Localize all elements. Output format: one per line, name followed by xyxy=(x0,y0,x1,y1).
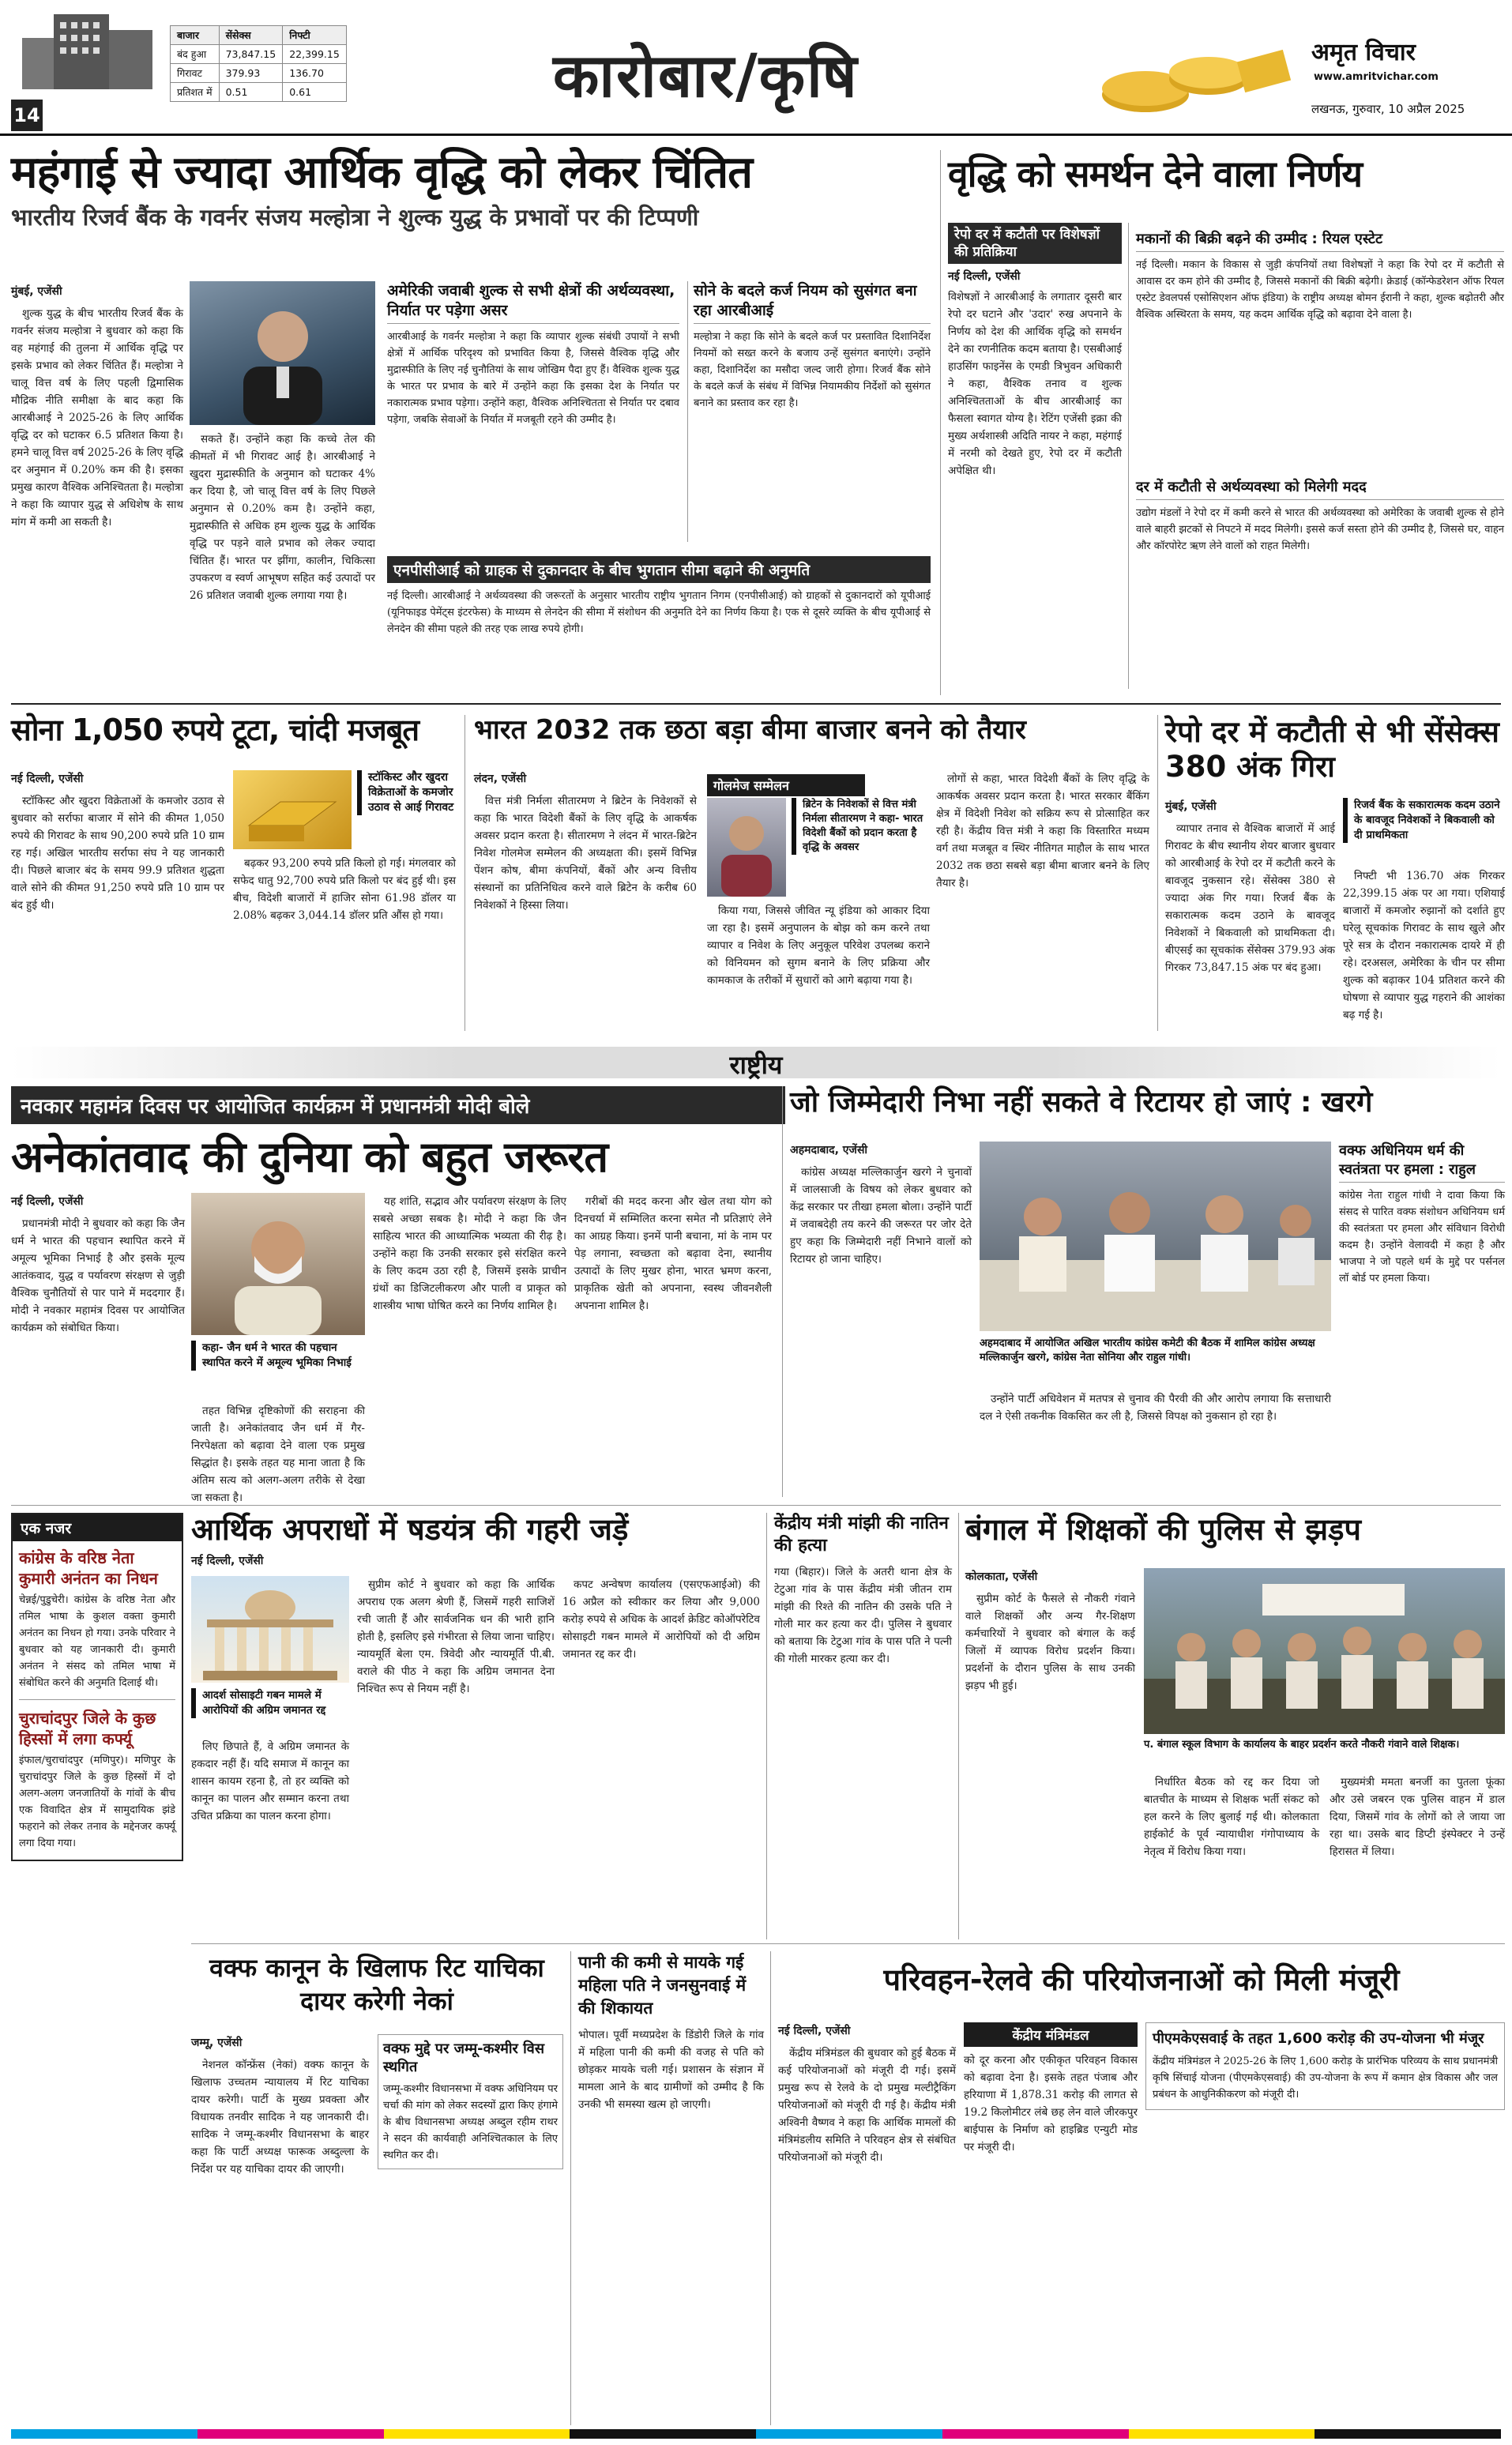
modi-text3: यह शांति, सद्भाव और पर्यावरण संरक्षण के लिए सबसे अच्छा सबक है। मोदी ने कहा कि जैन साहित्य भारत की आध्यात्मिक भव्यता की रीढ़ है। उन्होंने कहा कि उनकी सरकार इसे संरक्षित करने के लिए कदम उठा रही है, जिसमें इसके प्राचीन ग्रंथों का डिजिटलीकरण और पाली व प्राकृत को शास्त्रीय भाषा घोषित करने का निर्णय शामिल है। xyxy=(373,1195,566,1312)
story3-dateline: नई दिल्ली, एजेंसी xyxy=(11,773,84,785)
meeting-photo-icon xyxy=(980,1142,1331,1331)
story4-text3: लोगों से कहा, भारत विदेशी बैंकों के लिए वृद्धि के आकर्षक अवसर प्रदान करता है। भारत सरकार बैंकिंग क्षेत्र में विदेशी निवेश को सक्रिय रूप से प्रोत्साहित कर रही है। केंद्रीय वित्त मंत्री ने कहा कि विस्तारित मध्यम वर्ग तथा मजबूत व स्थिर नीतिगत माहौल के साथ भारत 2032 तक छठा सबसे बड़ा बीमा बाजार बनने के लिए तैयार है। xyxy=(936,773,1149,890)
section-rule xyxy=(191,1943,1505,1944)
strip-text: नई दिल्ली। आरबीआई ने अर्थव्यवस्था की जरूरतों के अनुसार भारतीय राष्ट्रीय भुगतान निगम (एनपीसीआई) को ग्राहकों से दुकानदारों को यूपीआई (यूनिफाइड पेमेंट्स इंटरफेस) के माध्यम से लेनदेन की सीमा में संशोधन की अनुमति देने का निर्णय किया है। एक से दूसरे व्यक्ति के बीच यूपीआई से लेनदेन की सीमा पहले की तरह एक लाख रुपये होगी। xyxy=(387,590,931,635)
nc-box xyxy=(378,2034,563,2169)
nc-box-title: वक्फ मुद्दे पर जम्मू-कश्मीर विस स्थगित xyxy=(383,2041,544,2075)
sc-text: सुप्रीम कोर्ट ने बुधवार को कहा कि आर्थिक अपराध एक अलग श्रेणी हैं, जिसमें गहरी साजिशें रची जाती हैं और सार्वजनिक धन की भारी हानि होती है, इसलिए इसे गंभीरता से लिया जाना चाहिए। न्यायमूर्ति बेला एम. त्रिवेदी और न्यायमूर्ति पी.बी. वराले की पीठ ने कहा कि अग्रिम जमानत देना निश्चित रूप से नियम नहीं है। xyxy=(357,1578,555,1695)
market-cell: 22,399.15 xyxy=(283,45,347,64)
story4-text2: किया गया, जिससे जीवित न्यू इंडिया को आकार दिया जा रहा है। इसमें अनुपालन के बोझ को कम करने तथा व्यापार व निवेश के लिए अनुकूल परिवेश उपलब्ध कराने को विनियमन को सुगम बनाने के लिए प्रक्रिया और कामकाज के तरीकों में सुधारों को आगे बढ़ाया गया है। xyxy=(707,905,930,987)
section-rule xyxy=(11,703,1501,705)
story5-text2: निफ्टी भी 136.70 अंक गिरकर 22,399.15 अंक पर आ गया। एशियाई बाजारों में कमजोर रुझानों को दर्शाते हुए घरेलू सूचकांक गिरावट के साथ खुले और पूरे सत्र के दौरान नकारात्मक दायरे में ही रहे। दरअसल, अमेरिका के चीन पर सीमा शुल्क को बढ़ाकर 104 प्रतिशत करने की घोषणा से व्यापार युद्ध गहराने की आशंका बढ़ गई है। xyxy=(1343,870,1505,1021)
kharge-headline: जो जिम्मेदारी निभा नहीं सकते वे रिटायर हो जाएं : खरगे xyxy=(790,1086,1373,1119)
story4-text: वित्त मंत्री निर्मला सीतारमण ने ब्रिटेन के निवेशकों से कहा कि भारत विदेशी बैंकों के लिए वृद्धि के आकर्षक अवसर प्रदान करता है। सीतारमण ने लंदन में भारत-ब्रिटेन निवेश गोलमेज सम्मेलन की अध्यक्षता की। इसमें विभिन्न पेंशन कोष, बीमा कंपनियों, बैंकों और अन्य वित्तीय संस्थानों का प्रतिनिधित्व करने वाले ब्रिटेन के करीब 60 निवेशकों ने हिस्सा लिया। xyxy=(474,795,697,912)
bengal-col2 xyxy=(1144,1774,1319,1864)
manjhi-story xyxy=(774,1513,952,1668)
story5-dateline: मुंबई, एजेंसी xyxy=(1165,800,1217,813)
story4-tag: गोलमेज सम्मेलन xyxy=(707,774,865,796)
eknazar-item1-title: कांग्रेस के वरिष्ठ नेता कुमारी अनंतन का निधन xyxy=(19,1548,158,1588)
market-col-header: निफ्टी xyxy=(283,26,347,45)
story3-text: स्टॉकिस्ट और खुदरा विक्रेताओं के कमजोर उठाव से बुधवार को सर्राफा बाजार में सोने की कीमत 1,050 रुपये की गिरावट के साथ 90,200 रुपये प्रति 10 ग्राम रह गई। अखिल भारतीय सर्राफा संघ ने यह जानकारी दी। पिछले बाजार बंद के समय 99.9 प्रतिशत शुद्धता वाले सोने की कीमत 91,250 रुपये प्रति 10 ग्राम पर बंद हुई थी। xyxy=(11,795,224,912)
kharge-caption: अहमदाबाद में आयोजित अखिल भारतीय कांग्रेस कमेटी की बैठक में शामिल कांग्रेस अध्यक्ष मल्लिकार्जुन खरगे, कांग्रेस नेता सोनिया और राहुल गांधी। xyxy=(980,1337,1315,1364)
cabinet-col1 xyxy=(778,2022,956,2169)
eknazar-label: एक नजर xyxy=(13,1514,182,1541)
cabinet-dateline: नई दिल्ली, एजेंसी xyxy=(778,2025,851,2037)
story5-bullet: रिजर्व बैंक के सकारात्मक कदम उठाने के बावजूद निवेशकों ने बिकवाली को दी प्राथमिकता xyxy=(1343,798,1505,843)
divider xyxy=(940,150,941,695)
modi-text2: तहत विभिन्न दृष्टिकोणों की सराहना की जाती है। अनेकांतवाद जैन धर्म में गैर-निरपेक्षता को बढ़ावा देने वाला एक प्रमुख सिद्धांत है। इसके तहत यह माना जाता है कि अंतिम सत्य को अलग-अलग तरीके से देखा जा सकता है। xyxy=(191,1405,365,1504)
story2-subhead: रेपो दर में कटौती पर विशेषज्ञों की प्रतिक्रिया xyxy=(948,223,1122,264)
pmksy-text: केंद्रीय मंत्रिमंडल ने 2025-26 के लिए 1,600 करोड़ के प्रारंभिक परिव्यय के साथ प्रधानमंत्री कृषि सिंचाई योजना (पीएमकेएसवाई) की उप-योजना के रूप में कमान क्षेत्र विकास और जल प्रबंधन के आधुनिकीकरण को मंजूरी दी। xyxy=(1153,2056,1498,2101)
story2 xyxy=(948,152,1501,195)
bengal-photo xyxy=(1144,1568,1505,1734)
modi-caption: कहा- जैन धर्म ने भारत की पहचान स्थापित करने में अमूल्य भूमिका निभाई xyxy=(191,1341,365,1371)
divider xyxy=(1128,223,1129,689)
modi-col4 xyxy=(574,1193,772,1318)
box1-title: अमेरिकी जवाबी शुल्क से सभी क्षेत्रों की अर्थव्यवस्था, निर्यात पर पड़ेगा असर xyxy=(387,281,679,324)
issue-date: लखनऊ, गुरुवार, 10 अप्रैल 2025 xyxy=(1311,102,1465,116)
story3 xyxy=(11,715,453,747)
story5-col1 xyxy=(1165,798,1335,980)
gold-bar-icon xyxy=(233,770,352,849)
modi-dateline: नई दिल्ली, एजेंसी xyxy=(11,1195,84,1208)
eknazar-item1-text: चेन्नई/पुडुचेरी। कांग्रेस के वरिष्ठ नेता और तमिल भाषा के कुशल वक्ता कुमारी अनंतन का निधन हो गया। उनके परिवार ने बुधवार को यह जानकारी दी। कुमारी अनंतन ने संसद को तमिल भाषा में संबोधित करने की अनुमति दिलाई थी। xyxy=(19,1594,175,1689)
story2-box2 xyxy=(1136,477,1504,555)
story1-headline: महंगाई से ज्यादा आर्थिक वृद्धि को लेकर चिंतित xyxy=(11,147,753,198)
market-col-header: सेंसेक्स xyxy=(219,26,283,45)
market-cell: गिरावट xyxy=(171,64,220,83)
divider xyxy=(958,1513,959,1939)
story4-caption: ब्रिटेन के निवेशकों से वित्त मंत्री निर्मला सीतारमण ने कहा- भारत विदेशी बैंकों को प्रदान करता है वृद्धि के अवसर xyxy=(792,798,926,855)
story1-headline-block xyxy=(11,147,927,231)
bengal-col1 xyxy=(965,1568,1135,1698)
pmksy-box xyxy=(1145,2022,1505,2110)
story3-headline: सोना 1,050 रुपये टूटा, चांदी मजबूत xyxy=(11,713,419,747)
water-text: भोपाल। पूर्वी मध्यप्रदेश के डिंडोरी जिले के गांव में महिला पानी की कमी की वजह से पति को छोड़कर मायके चली गई। प्रशासन के संज्ञान में मामला आने के बाद ग्रामीणों को उम्मीद है कि उनकी भी समस्या खत्म हो जाएगी। xyxy=(578,2029,764,2111)
water-story xyxy=(578,1951,764,2113)
supreme-court-icon xyxy=(191,1576,349,1683)
bengal-headline: बंगाल में शिक्षकों की पुलिस से झड़प xyxy=(965,1512,1361,1547)
box2-text: मल्होत्रा ने कहा कि सोने के बदले कर्ज पर प्रस्तावित दिशानिर्देश नियमों को सख्त करने के बजाय उन्हें सुसंगत बनाएंगे। उन्होंने कहा, दिशानिर्देश का मसौदा जल्द जारी होगा। रिजर्व बैंक सोने के बदले कर्ज के संबंध में विभिन्न नियामकीय निर्देशों को सुसंगत बनाने का प्रस्ताव कर रहा है। xyxy=(694,331,931,409)
rate-cut-title: दर में कटौती से अर्थव्यवस्था को मिलेगी मदद xyxy=(1136,477,1504,500)
manjhi-headline: केंद्रीय मंत्री मांझी की नातिन की हत्या xyxy=(774,1514,949,1555)
cabinet-col2 xyxy=(964,2022,1138,2156)
divider xyxy=(687,281,688,542)
sc-dateline-wrap xyxy=(191,1552,349,1574)
rahul-box xyxy=(1339,1142,1505,1287)
sc-text2: लिए छिपाते हैं, वे अग्रिम जमानत के हकदार नहीं हैं। यदि समाज में कानून का शासन कायम रहना है, तो हर व्यक्ति को कानून का पालन और सम्मान करना तथा उचित प्रक्रिया का पालन करना होगा। xyxy=(191,1740,349,1822)
kharge-text2: उन्होंने पार्टी अधिवेशन में मतपत्र से चुनाव की पैरवी की और आरोप लगाया कि सत्ताधारी दल ने ऐसी तकनीक विकसित कर ली है, जिससे विपक्ष को नुकसान हो रहा है। xyxy=(980,1393,1331,1423)
eknazar-item2-title: चुराचांदपुर जिले के कुछ हिस्सों में लगा कर्फ्यू xyxy=(19,1709,156,1748)
story1-strip xyxy=(387,556,931,638)
sc-story xyxy=(191,1513,760,1548)
sc-col1b xyxy=(191,1738,349,1828)
story4-photo xyxy=(707,798,786,897)
kharge-col2 xyxy=(980,1390,1331,1428)
modi-photo xyxy=(191,1193,365,1335)
eknazar-item2-text: इंफाल/चुराचांदपुर (मणिपुर)। मणिपुर के चुराचांदपुर जिले के कुछ हिस्सों में दो अलग-अलग जनजातियों के गांवों के बीच एक विवादित क्षेत्र में सामुदायिक झंडे फहराने को लेकर तनाव के मद्देनजर कर्फ्यू लगा दिया गया। xyxy=(19,1755,175,1849)
bengal-text: सुप्रीम कोर्ट के फैसले से नौकरी गंवाने वाले शिक्षकों और अन्य गैर-शिक्षण कर्मचारियों ने बुधवार को बंगाल के कई जिलों में व्यापक विरोध प्रदर्शन किया। प्रदर्शनों के दौरान पुलिस के साथ उनकी झड़प भी हुई। xyxy=(965,1593,1135,1692)
story4-col3 xyxy=(936,770,1149,895)
sc-col3 xyxy=(562,1576,760,1666)
story5-col2 xyxy=(1343,867,1505,1027)
section-title: कारोबार/कृषि xyxy=(553,40,859,111)
modi-col3 xyxy=(373,1193,566,1318)
brand-logo: अमृत विचार xyxy=(1311,39,1416,66)
bengal-text3: मुख्यमंत्री ममता बनर्जी का पुतला फूंका और उसे जबरन एक पुलिस वाहन में डाल दिया, जिसमें गांव के लोगों को ले जाया जा रहा था। उसके बाद डिप्टी इंस्पेक्टर ने उन्हें हिरासत में लिया। xyxy=(1330,1776,1505,1858)
market-cell: 136.70 xyxy=(283,64,347,83)
masthead xyxy=(0,0,1512,136)
story5-text: व्यापार तनाव से वैश्विक बाजारों में आई गिरावट के बीच स्थानीय शेयर बाजार बुधवार को आरबीआई के रेपो दर में कटौती करने के बावजूद नुकसान रहे। सेंसेक्स 380 से ज्यादा अंक गिर गया। रिजर्व बैंक के सकारात्मक कदम उठाने के बावजूद निवेशकों ने बिकवाली को प्राथमिकता दी। बीएसई का सूचकांक सेंसेक्स 379.93 अंक गिरकर 73,847.15 अंक पर बंद हुआ। xyxy=(1165,822,1335,974)
bengal-text2: निर्धारित बैठक को रद्द कर दिया जो बातचीत के माध्यम से शिक्षक भर्ती संकट को हल करने के लिए बुलाई गई थी। कोलकाता हाईकोर्ट के पूर्व न्यायाधीश गंगोपाध्याय के नेतृत्व में विरोध किया गया। xyxy=(1144,1776,1319,1858)
manjhi-text: गया (बिहार)। जिले के अतरी थाना क्षेत्र के टेटुआ गांव के पास केंद्रीय मंत्री जीतन राम मांझी की रिश्ते की नातिन की उसके पति ने गोली मार कर हत्या कर दी। पुलिस ने बुधवार को बताया कि टेटुआ गांव के पास पति ने पत्नी की गोली मारकर हत्या कर दी। xyxy=(774,1566,952,1665)
story1-box1 xyxy=(387,281,679,428)
gold-coins-icon xyxy=(1090,24,1296,126)
sc-headline: आर्थिक अपराधों में षडयंत्र की गहरी जड़ें xyxy=(191,1512,629,1547)
story3-text2: बढ़कर 93,200 रुपये प्रति किलो हो गई। मंगलवार को सफेद धातु 92,700 रुपये प्रति किलो पर बंद हुई थी। इस बीच, विदेशी बाजारों में हाजिर सोना 61.98 डॉलर या 2.08% बढ़कर 3,044.14 डॉलर प्रति औंस हो गया। xyxy=(233,857,456,922)
section-rule xyxy=(11,1505,1501,1506)
kharge-text: कांग्रेस अध्यक्ष मल्लिकार्जुन खरगे ने चुनावों में जालसाजी के विषय को लेकर बुधवार को केंद्र सरकार पर तीखा हमला बोला। उन्होंने पार्टी में जवाबदेही तय करने की जरूरत पर जोर देते हुए कहा कि जिम्मेदारी नहीं निभाने वालों को रिटायर हो जाना चाहिए। xyxy=(790,1166,972,1266)
modi-col2 xyxy=(191,1402,365,1510)
kharge-photo xyxy=(980,1142,1331,1331)
market-cell: 0.51 xyxy=(219,83,283,102)
box1-text: आरबीआई के गवर्नर मल्होत्रा ने कहा कि व्यापार शुल्क संबंधी उपायों ने सभी क्षेत्रों में आर्थिक परिदृश्य को प्रभावित किया है, जिससे वैश्विक वृद्धि और मुद्रास्फीति के लिए नई चुनौतियां के साथ जोखिम पैदा हुए हैं। वैश्विक शुल्क युद्ध के भारत पर प्रभाव के बारे में उन्होंने कहा कि इसका देश के निर्यात पर नकारात्मक प्रभाव पड़ेगा। उन्होंने कहा, वैश्विक अनिश्चितता से निर्यात पर दबाव पड़ेगा, जबकि सेवाओं के निर्यात में मजबूती रहने की उम्मीद है। xyxy=(387,331,679,426)
story1-box2 xyxy=(694,281,931,412)
divider xyxy=(1157,715,1158,1031)
nc-headline: वक्फ कानून के खिलाफ रिट याचिका दायर करेगी नेकां xyxy=(209,1953,544,2016)
bengal-col3 xyxy=(1330,1774,1505,1864)
person-portrait-icon xyxy=(191,1193,365,1335)
bse-building-icon xyxy=(6,6,164,93)
modi-text: प्रधानमंत्री मोदी ने बुधवार को कहा कि जैन धर्म ने भारत की पहचान स्थापित करने में अमूल्य भूमिका निभाई है और इसके मूल्य आतंकवाद, युद्ध व पर्यावरण संरक्षण से जुड़ी वैश्विक चुनौतियों से पार पाने में मददगार हैं। मोदी ने नवकार महामंत्र दिवस पर आयोजित कार्यक्रम को संबोधित किया। xyxy=(11,1217,185,1334)
bengal-dateline: कोलकाता, एजेंसी xyxy=(965,1570,1038,1583)
story1-text2: सकते हैं। उन्होंने कहा कि कच्चे तेल की कीमतों में भी गिरावट आई है। आरबीआई ने खुदरा मुद्रास्फीति के अनुमान को घटाकर 4% कर दिया है, जो चालू वित्त वर्ष के लिए पिछले अनुमान से 0.20% कम है। उन्होंने कहा, मुद्रास्फीति से अधिक हम शुल्क युद्ध के आर्थिक वृद्धि पर पड़ने वाले प्रभाव को लेकर ज्यादा चिंतित हैं। भारत पर झींगा, कालीन, चिकित्सा उपकरण व स्वर्ण आभूषण सहित कई उत्पादों पर 26 प्रतिशत जवाबी शुल्क लगाया गया है। xyxy=(190,433,375,602)
modi-headline: अनेकांतवाद की दुनिया को बहुत जरूरत xyxy=(11,1132,608,1182)
sc-col2 xyxy=(357,1576,555,1701)
person-portrait-icon xyxy=(707,798,786,897)
story1-dateline: मुंबई, एजेंसी xyxy=(11,285,62,298)
kharge-col1 xyxy=(790,1142,972,1271)
story5 xyxy=(1165,715,1505,784)
story3-box-title: स्टॉकिस्ट और खुदरा विक्रेताओं के कमजोर उठाव से आई गिरावट xyxy=(357,770,456,815)
market-cell: 379.93 xyxy=(219,64,283,83)
bengal-story xyxy=(965,1513,1505,1548)
cabinet-text2: को दूर करना और एकीकृत परिवहन विकास को बढ़ावा देना है। इसके तहत पंजाब और हरियाणा में 1,878.31 करोड़ की लागत से 19.2 किलोमीटर लंबे छह लेन वाले जीरकपुर बाईपास के निर्माण को हाइब्रिड एन्युटी मोड पर मंजूरी दी। xyxy=(964,2054,1138,2153)
kharge-dateline: अहमदाबाद, एजेंसी xyxy=(790,1144,868,1157)
story2-box1 xyxy=(1136,229,1504,323)
box2-title: सोने के बदले कर्ज नियम को सुसंगत बना रहा आरबीआई xyxy=(694,281,931,324)
modi-kicker: नवकार महामंत्र दिवस पर आयोजित कार्यक्रम में प्रधानमंत्री मोदी बोले xyxy=(11,1086,785,1124)
national-label: राष्ट्रीय xyxy=(729,1050,783,1080)
sc-caption: आदर्श सोसाइटी गबन मामले में आरोपियों की अग्रिम जमानत रद्द xyxy=(191,1688,349,1718)
rahul-text: कांग्रेस नेता राहुल गांधी ने दावा किया कि संसद से पारित वक्फ संशोधन अधिनियम धर्म की स्वतंत्रता पर हमला और संविधान विरोधी कदम है। उन्होंने वेलावदी में कहा है और भाजपा ने जो पहले धर्म के मुद्दे पर पर्सनल लॉ बोर्ड पर हमला किया। xyxy=(1339,1190,1505,1285)
page-number: 14 xyxy=(11,100,43,131)
market-cell: प्रतिशत में xyxy=(171,83,220,102)
market-row xyxy=(171,45,347,64)
nc-box-text: जम्मू-कश्मीर विधानसभा में वक्फ अधिनियम पर चर्चा की मांग को लेकर सदस्यों द्वारा किए हंगामे के बीच विधानसभा अध्यक्ष अब्दुल रहीम राथर ने सदन की कार्यवाही अनिश्चितकाल के लिए स्थगित कर दी। xyxy=(383,2083,558,2161)
story4-dateline: लंदन, एजेंसी xyxy=(474,773,527,785)
modi-col1 xyxy=(11,1193,185,1340)
eknazar-box xyxy=(11,1513,183,1861)
nc-dateline: जम्मू, एजेंसी xyxy=(191,2037,243,2049)
market-cell: बंद हुआ xyxy=(171,45,220,64)
brand-url[interactable]: www.amritvichar.com xyxy=(1314,71,1439,83)
divider xyxy=(782,1086,783,1497)
strip-title: एनपीसीआई को ग्राहक से दुकानदार के बीच भुगतान सीमा बढ़ाने की अनुमति xyxy=(387,556,931,583)
cabinet-headline: परिवहन-रेलवे की परियोजनाओं को मिली मंजूरी xyxy=(883,1962,1400,1997)
divider xyxy=(766,1513,767,1939)
sc-text3: कपट अन्वेषण कार्यालय (एसएफआईओ) की 16 अप्रैल को स्वीकार कर लिया और 9,000 करोड़ रुपये से अधिक के आदर्श क्रेडिट कोऑपरेटिव सोसाइटी गबन मामले में आरोपियों को दी अग्रिम जमानत रद्द कर दी। xyxy=(562,1578,760,1661)
story5-headline: रेपो दर में कटौती से भी सेंसेक्स 380 अंक गिरा xyxy=(1165,715,1499,784)
story1-text: शुल्क युद्ध के बीच भारतीय रिजर्व बैंक के गवर्नर संजय मल्होत्रा ने बुधवार को कहा कि वह महंगाई की तुलना में आर्थिक वृद्धि पर इसके प्रभाव को लेकर चिंतित हैं। मल्होत्रा ने चालू वित्त वर्ष के लिए पहली द्विमासिक मौद्रिक नीति समीक्षा के बाद कहा कि आरबीआई ने 2025-26 के लिए आर्थिक वृद्धि दर को घटाकर 6.5 प्रतिशत किया है। हमने चालू वित्त वर्ष 2025-26 के लिए वृद्धि दर अनुमान में 0.20% कम की है। इसका प्रमुख कारण वैश्विक अनिश्चितता है। मल्होत्रा ने कहा कि व्यापार युद्ध से अधिशेष के साथ मांग में कमी आ सकती है। xyxy=(11,307,184,528)
divider xyxy=(770,1951,771,2425)
divider xyxy=(570,1951,571,2425)
nc-text: नेशनल कॉन्फ्रेंस (नेकां) वक्फ कानून के खिलाफ उच्चतम न्यायालय में रिट याचिका दायर करेगी। पार्टी के मुख्य प्रवक्ता और विधायक तनवीर सादिक ने यह जानकारी दी। सादिक ने जम्मू-कश्मीर विधानसभा के बाहर कहा कि पार्टी अध्यक्ष फारूक अब्दुल्ला के निर्देश पर यह याचिका दायर की जाएगी। xyxy=(191,2059,369,2176)
market-table xyxy=(170,25,347,102)
story2-text: विशेषज्ञों ने आरबीआई के लगातार दूसरी बार रेपो दर घटाने और 'उदार' रुख अपनाने के निर्णय को देश की आर्थिक वृद्धि को समर्थन देने का रणनीतिक कदम बताया है। एसबीआई हाउसिंग फाइनेंस के एमडी त्रिभुवन अधिकारी ने कहा, वैश्विक तनाव व शुल्क अनिश्चितताओं के बीच आरबीआई का फैसला स्वागत योग्य है। रेटिंग एजेंसी इक्रा की मुख्य अर्थशास्त्री अदिति नायर ने कहा, महंगाई में नरमी को देखते हुए, रेपो दर में कटौती अपेक्षित थी। xyxy=(948,291,1122,477)
story4-col1 xyxy=(474,770,697,917)
realestate-title: मकानों की बिक्री बढ़ने की उम्मीद : रियल एस्टेट xyxy=(1136,229,1504,252)
story1-col2 xyxy=(190,431,375,607)
registration-strip xyxy=(11,2429,1501,2439)
story2-headline: वृद्धि को समर्थन देने वाला निर्णय xyxy=(948,152,1363,195)
nc-story xyxy=(191,1951,562,2018)
supreme-court-photo xyxy=(191,1576,349,1683)
gold-bar-photo xyxy=(233,770,352,849)
kharge-story xyxy=(790,1086,1505,1119)
market-cell: 0.61 xyxy=(283,83,347,102)
national-story1 xyxy=(11,1086,785,1180)
story1-subhead: भारतीय रिजर्व बैंक के गवर्नर संजय मल्होत्रा ने शुल्क युद्ध के प्रभावों पर की टिप्पणी xyxy=(11,203,699,231)
sc-dateline: नई दिल्ली, एजेंसी xyxy=(191,1555,264,1567)
story4 xyxy=(474,715,1153,746)
story1-photo xyxy=(190,281,375,425)
protest-crowd-icon xyxy=(1144,1568,1505,1734)
story3-col1 xyxy=(11,770,224,917)
cabinet-text: केंद्रीय मंत्रिमंडल की बुधवार को हुई बैठक में कई परियोजनाओं को मंजूरी दी गई। इसमें प्रमुख रूप से रेलवे के दो प्रमुख मल्टीट्रैकिंग परियोजनाओं को मंजूरी दी गई है। केंद्रीय मंत्री अश्विनी वैष्णव ने कहा कि आर्थिक मामलों की मंत्रिमंडलीय समिति ने परिवहन क्षेत्र से संबंधित परियोजनाओं को मंजूरी दी। xyxy=(778,2047,956,2164)
cabinet-story xyxy=(778,1963,1505,1998)
market-col-header: बाजार xyxy=(171,26,220,45)
nc-col1 xyxy=(191,2034,369,2181)
story4-headline: भारत 2032 तक छठा बड़ा बीमा बाजार बनने को तैयार xyxy=(474,714,1026,746)
story2-col xyxy=(948,223,1122,480)
market-row xyxy=(171,64,347,83)
bengal-caption: प. बंगाल स्कूल विभाग के कार्यालय के बाहर प्रदर्शन करते नौकरी गंवाने वाले शिक्षक। xyxy=(1144,1739,1460,1751)
market-cell: 73,847.15 xyxy=(219,45,283,64)
water-headline: पानी की कमी से मायके गई महिला पति ने जनसुनवाई में की शिकायत xyxy=(578,1953,747,2018)
cabinet-tag: केंद्रीय मंत्रिमंडल xyxy=(964,2022,1138,2047)
rahul-title: वक्फ अधिनियम धर्म की स्वतंत्रता पर हमला : राहुल xyxy=(1339,1142,1505,1183)
story1-col1 xyxy=(11,283,183,534)
market-row xyxy=(171,83,347,102)
rate-cut-text: उद्योग मंडलों ने रेपो दर में कमी करने से भारत की अर्थव्यवस्था को अमेरिका के जवाबी शुल्क से होने वाले बाहरी झटकों से निपटने में मदद मिलेगी। इससे कर्ज सस्ता होने की उम्मीद है, जिससे घर, वाहन और कॉरपोरेट ऋण लेने वालों को राहत मिलेगी। xyxy=(1136,507,1504,552)
modi-text4: गरीबों की मदद करना और खेल तथा योग को दिनचर्या में सम्मिलित करना समेत नौ प्रतिज्ञाएं लेने का आग्रह किया। इनमें पानी बचाना, मां के नाम पर पेड़ लगाना, स्वच्छता को बढ़ावा देना, स्थानीय उत्पादों के लिए मुखर होना, भारत भ्रमण करना, प्राकृतिक खेती को अपनाना, स्वस्थ जीवनशैली अपनाना शामिल है। xyxy=(574,1195,772,1312)
realestate-text: नई दिल्ली। मकान के विकास से जुड़ी कंपनियों तथा विशेषज्ञों ने कहा कि रेपो दर में कटौती से आवास दर कम होने की उम्मीद है, जिससे मकानों की बिक्री बढ़ेगी। क्रेडाई (कॉन्फेडरेशन ऑफ रियल एस्टेट डेवलपर्स एसोसिएशन ऑफ इंडिया) के राष्ट्रीय अध्यक्ष बोमन ईरानी ने कहा, शुल्क बढ़ोतरी और वैश्विक अस्थिरता के समय, यह कदम आर्थिक वृद्धि को बढ़ावा देने वाला है। xyxy=(1136,259,1504,321)
story3-col2 xyxy=(233,855,456,927)
pmksy-title: पीएमकेएसवाई के तहत 1,600 करोड़ की उप-योजना भी मंजूर xyxy=(1153,2030,1484,2047)
story4-col2 xyxy=(707,902,930,992)
person-portrait-icon xyxy=(190,281,375,425)
story2-dateline: नई दिल्ली, एजेंसी xyxy=(948,270,1021,283)
